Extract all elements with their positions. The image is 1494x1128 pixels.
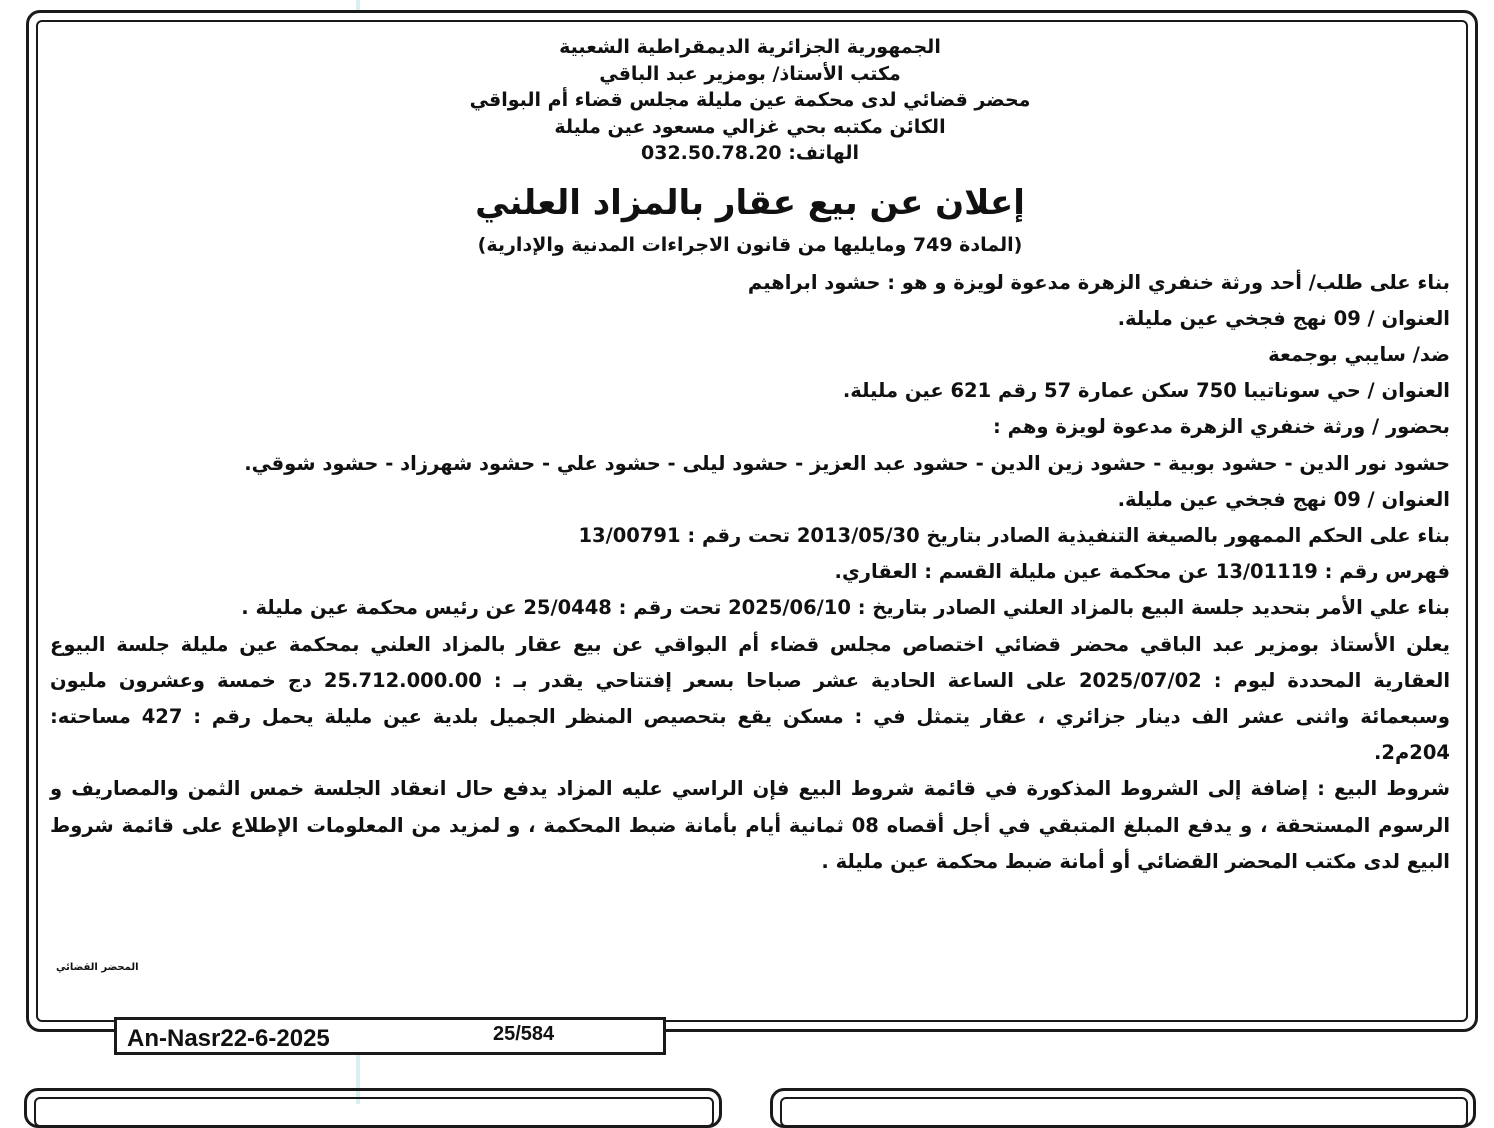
- body-line: بحضور / ورثة خنفري الزهرة مدعوة لويزة وهم :: [993, 415, 1450, 439]
- header-address: الكائن مكتبه بحي غزالي مسعود عين مليلة: [554, 115, 946, 138]
- body-line: البيع لدى مكتب المحضر القضائي أو أمانة ضبط محكمة عين مليلة .: [821, 849, 1450, 873]
- body-line: وسبعمائة واثنى عشر الف دينار جزائري ، عقار يتمثل في : مسكن يقع بتحصيص المنظر الجميل بلدية عين مليلة يحمل رقم : 427 مساحته:: [50, 704, 1450, 728]
- header-office: مكتب الأستاذ/ بومزير عبد الباقي: [599, 62, 901, 85]
- next-ad-right-inner-frame: [780, 1097, 1468, 1127]
- publication-name-date: An-Nasr22-6-2025: [127, 1025, 330, 1052]
- body-line: يعلن الأستاذ بومزير عبد الباقي محضر قضائي اختصاص مجلس قضاء أم البواقي عن بيع عقار بالمزاد العلني بمحكمة عين مليلة جلسة البيوع: [50, 632, 1450, 656]
- header-phone: [50, 140, 1450, 167]
- phone-label: الهاتف:: [788, 142, 859, 164]
- body-line: ضد/ سايبي بوجمعة: [1268, 342, 1450, 366]
- announcement-subtitle: (المادة 749 ومايليها من قانون الاجراءات المدنية والإدارية): [477, 233, 1023, 256]
- body-line: العنوان / 09 نهج فجخي عين مليلة.: [1117, 487, 1450, 511]
- body-line: بناء على طلب/ أحد ورثة خنفري الزهرة مدعوة لويزة و هو : حشود ابراهيم: [747, 270, 1450, 294]
- next-ad-left-inner-frame: [34, 1097, 714, 1127]
- announcement-body: [50, 265, 1450, 880]
- body-line: بناء على الحكم الممهور بالصيغة التنفيذية الصادر بتاريخ 2013/05/30 تحت رقم : 13/00791: [578, 523, 1450, 547]
- body-line: حشود نور الدين - حشود بوبية - حشود زين الدين - حشود عبد العزيز - حشود ليلى - حشود علي - حشود شهرزاد - حشود شوقي.: [244, 451, 1450, 475]
- body-line: الرسوم المستحقة ، و يدفع المبلغ المتبقي في أجل أقصاه 08 ثمانية أيام بأمانة ضبط المحكمة ، و لمزيد من المعلومات الإطلاع على قائمة شروط: [50, 813, 1450, 837]
- publication-number: 25/584: [493, 1023, 555, 1045]
- bailiff-signature: المحضر القضائي: [56, 962, 139, 973]
- announcement-title: إعلان عن بيع عقار بالمزاد العلني: [475, 182, 1025, 223]
- body-line: شروط البيع : إضافة إلى الشروط المذكورة في قائمة شروط البيع فإن الراسي عليه المزاد يدفع حال انعقاد الجلسة خمس الثمن والمصاريف و: [50, 777, 1450, 801]
- body-line: 204م2.: [1373, 741, 1450, 765]
- body-line: فهرس رقم : 13/01119 عن محكمة عين مليلة القسم : العقاري.: [834, 560, 1450, 584]
- announcement-content: [50, 34, 1450, 880]
- publication-footer: [114, 1017, 666, 1055]
- phone-number: 032.50.78.20: [641, 142, 782, 164]
- body-line: العنوان / حي سوناتيبا 750 سكن عمارة 57 رقم 621 عين مليلة.: [842, 379, 1450, 403]
- body-line: بناء علي الأمر بتحديد جلسة البيع بالمزاد العلني الصادر بتاريخ : 2025/06/10 تحت رقم : 25/0448 عن رئيس محكمة عين مليلة .: [241, 596, 1450, 620]
- body-line: العنوان / 09 نهج فجخي عين مليلة.: [1117, 306, 1450, 330]
- body-line: العقارية المحددة ليوم : 2025/07/02 على الساعة الحادية عشر صباحا بسعر إفتتاحي يقدر بـ : 25.712.000.00 دج خمسة وعشرون مليون: [50, 668, 1451, 692]
- header-republic: الجمهورية الجزائرية الديمقراطية الشعبية: [559, 36, 941, 58]
- header-bailiff: محضر قضائي لدى محكمة عين مليلة مجلس قضاء أم البواقي: [469, 89, 1031, 111]
